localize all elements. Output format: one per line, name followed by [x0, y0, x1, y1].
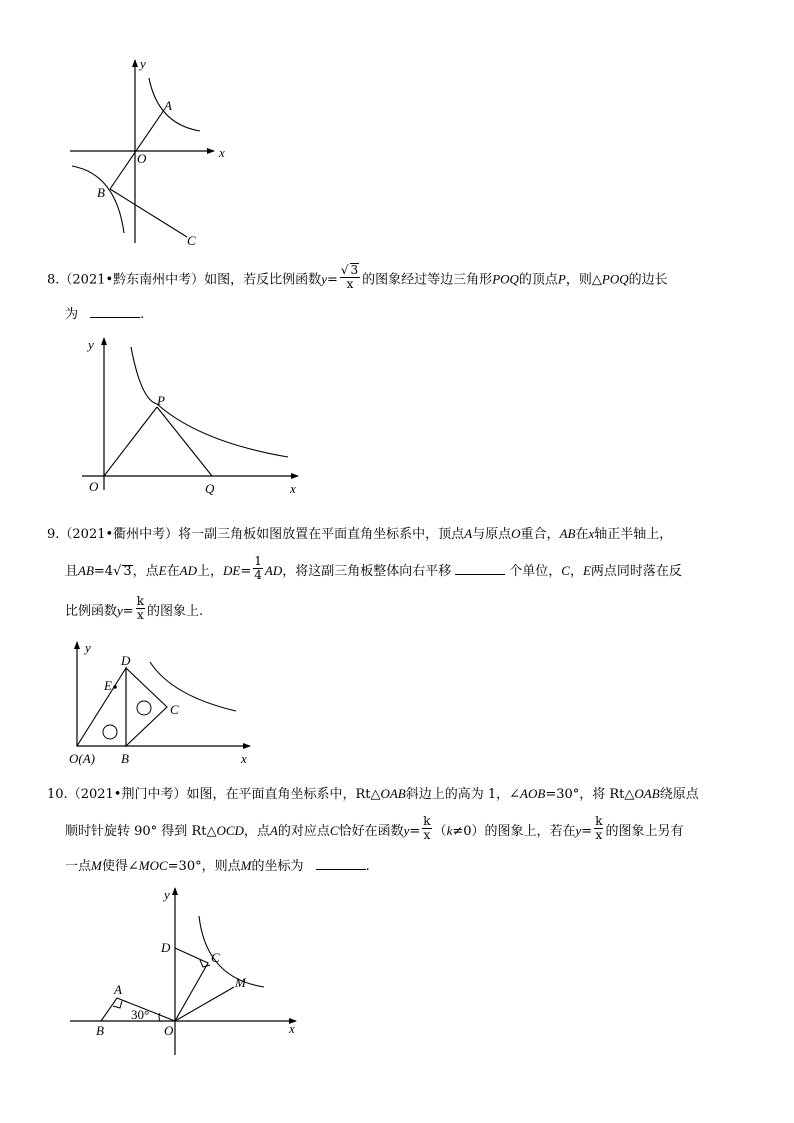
- label-y: y: [88, 337, 94, 352]
- fraction-one-quarter: $\frac{1}{4}$: [254, 554, 262, 582]
- problem-10: [47, 784, 777, 880]
- angle-arc-30: [159, 1013, 160, 1021]
- label-A: A: [114, 982, 122, 997]
- label-P: P: [157, 393, 165, 408]
- figure-10-rotation: [0, 880, 794, 1060]
- label-A: A: [164, 98, 172, 113]
- label-M: M: [235, 975, 246, 990]
- figure-9-set-squares: [0, 636, 794, 776]
- answer-blank[interactable]: [90, 304, 140, 318]
- answer-blank[interactable]: [316, 856, 366, 870]
- triangle-OCD: [175, 948, 208, 1021]
- problem-10-line-1: 10.（2021•荆门中考）如图，在平面直角坐标系中，Rt△OAB斜边上的高为 1，∠AOB=30°，将 Rt△OAB绕原点: [47, 786, 699, 802]
- hole-left: [103, 725, 117, 739]
- figure-top-svg: [0, 0, 794, 260]
- hyperbola: [199, 916, 264, 987]
- label-y: y: [140, 56, 146, 71]
- label-y: y: [164, 887, 170, 902]
- label-O: O: [137, 151, 147, 166]
- problem-10-line-2: 顺时针旋转 90° 得到 Rt△OCD，点A的对应点C恰好在函数y= $\frac{k}{x}$ （k≠0）的图象上，若在y= $\frac{k}{x}$ 的图象上另有: [65, 814, 684, 842]
- label-Q: Q: [205, 481, 215, 496]
- label-OA: O(A): [69, 751, 95, 766]
- triangle-BCD: [126, 668, 167, 746]
- figure-10-svg: [0, 880, 794, 1060]
- problem-9-line-2: 且AB=4√ 3，点E在AD上，DE= $\frac{1}{4}$ AD，将这副三角板整体向右平移 个单位，C，E两点同时落在反: [65, 554, 682, 582]
- figure-top-hyperbola: [0, 0, 794, 260]
- problem-9-line-1: 9.（2021•衢州中考）将一副三角板如图放置在平面直角坐标系中，顶点A与原点O重合，AB在x轴正半轴上，: [47, 526, 673, 542]
- label-B: B: [97, 185, 105, 200]
- label-x: x: [289, 1021, 295, 1036]
- figure-9-svg: [0, 636, 794, 776]
- label-B: B: [96, 1023, 104, 1038]
- segment-OM: [175, 987, 234, 1021]
- label-angle-30: 30°: [131, 1007, 150, 1022]
- fraction-sqrt3-over-x: $\frac{√ 3}{x}$: [340, 263, 359, 291]
- problem-number: 9.: [47, 527, 60, 542]
- label-D: D: [121, 653, 131, 668]
- label-C: C: [187, 233, 196, 248]
- label-D: D: [161, 940, 171, 955]
- fraction-k-over-x-2: $\frac{k}{x}$: [595, 814, 603, 842]
- hyperbola-branch-upper: [149, 78, 200, 131]
- point-E: [113, 685, 117, 689]
- problem-9-line-3: 比例函数y= $\frac{k}{x}$ 的图象上.: [65, 594, 204, 622]
- hyperbola: [131, 347, 288, 457]
- problem-8: [47, 264, 767, 324]
- problem-8-line-1: 8.（2021•黔东南州中考）如图，若反比例函数y= $\frac{√ 3}{x}$ 的图象经过等边三角形POQ的顶点P，则△POQ的边长: [47, 263, 668, 291]
- problem-number: 10.: [47, 787, 68, 802]
- problem-source: （2021•黔东南州中考）: [59, 272, 205, 288]
- label-x: x: [219, 145, 225, 160]
- label-x: x: [241, 751, 247, 766]
- problem-8-line-2: 为 .: [65, 304, 144, 325]
- segment-BC: [110, 189, 187, 237]
- label-C: C: [211, 950, 220, 965]
- label-O: O: [89, 479, 99, 494]
- answer-blank[interactable]: [455, 561, 505, 575]
- segment-AB: [110, 110, 164, 189]
- label-C: C: [170, 702, 179, 717]
- label-y: y: [85, 640, 91, 655]
- triangle-OBD: [77, 668, 126, 746]
- fraction-k-over-x: $\frac{k}{x}$: [136, 594, 144, 622]
- problem-10-line-3: 一点M使得∠MOC=30°，则点M的坐标为 .: [65, 858, 370, 874]
- figure-8-svg: [0, 330, 794, 510]
- label-E: E: [104, 678, 112, 693]
- problem-source: （2021•衢州中考）: [59, 527, 179, 542]
- segment-PQ: [157, 407, 212, 476]
- fraction-k-over-x: $\frac{k}{x}$: [423, 814, 431, 842]
- figure-8-triangle-POQ: [0, 330, 794, 510]
- hole-right: [137, 701, 151, 715]
- label-x: x: [290, 481, 296, 496]
- problem-source: （2021•荆门中考）: [67, 787, 187, 802]
- segment-OP: [104, 407, 157, 476]
- label-O: O: [164, 1023, 174, 1038]
- label-B: B: [121, 751, 129, 766]
- problem-9: [47, 522, 767, 632]
- problem-number: 8.: [47, 272, 60, 288]
